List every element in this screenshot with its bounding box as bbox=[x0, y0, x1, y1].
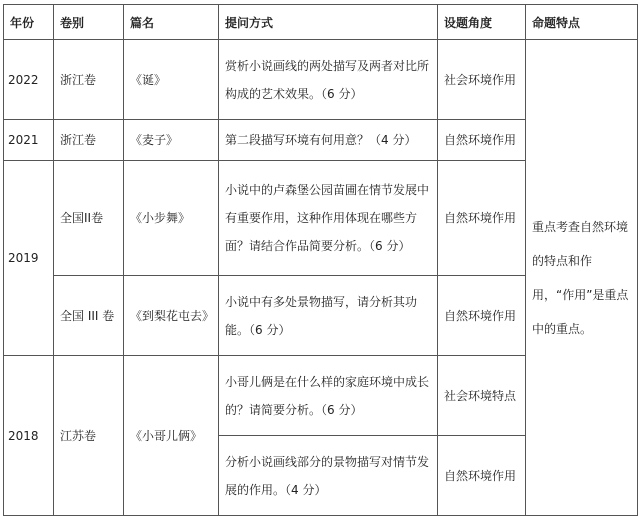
exam-table bbox=[3, 4, 638, 516]
question-cell: 赏析小说画线的两处描写及两者对比所构成的艺术效果。（6 分） bbox=[219, 40, 438, 120]
header-angle: 设题角度 bbox=[438, 5, 526, 40]
paper-cell: 浙江卷 bbox=[54, 120, 124, 161]
angle-cell: 社会环境作用 bbox=[438, 40, 526, 120]
title-cell: 《麦子》 bbox=[124, 120, 219, 161]
header-paper: 卷别 bbox=[54, 5, 124, 40]
paper-cell: 全国II卷 bbox=[54, 161, 124, 276]
table-row bbox=[4, 40, 638, 120]
year-cell: 2019 bbox=[4, 161, 54, 356]
header-year: 年份 bbox=[4, 5, 54, 40]
question-cell: 小说中有多处景物描写，请分析其功能。（6 分） bbox=[219, 276, 438, 356]
question-cell: 第二段描写环境有何用意？（4 分） bbox=[219, 120, 438, 161]
header-question: 提问方式 bbox=[219, 5, 438, 40]
paper-cell: 江苏卷 bbox=[54, 356, 124, 516]
paper-cell: 浙江卷 bbox=[54, 40, 124, 120]
header-title: 篇名 bbox=[124, 5, 219, 40]
title-cell: 《诞》 bbox=[124, 40, 219, 120]
title-cell: 《到梨花屯去》 bbox=[124, 276, 219, 356]
question-cell: 小哥儿俩是在什么样的家庭环境中成长的？请简要分析。（6 分） bbox=[219, 356, 438, 436]
year-cell: 2018 bbox=[4, 356, 54, 516]
paper-cell: 全国 III 卷 bbox=[54, 276, 124, 356]
angle-cell: 自然环境作用 bbox=[438, 120, 526, 161]
header-characteristic: 命题特点 bbox=[526, 5, 638, 40]
title-cell: 《小哥儿俩》 bbox=[124, 356, 219, 516]
question-cell: 小说中的卢森堡公园苗圃在情节发展中有重要作用，这种作用体现在哪些方面？请结合作品简要分析。（6 分） bbox=[219, 161, 438, 276]
characteristic-cell: 重点考查自然环境的特点和作用，“作用”是重点中的重点。 bbox=[526, 40, 638, 516]
header-row bbox=[4, 5, 638, 40]
year-cell: 2022 bbox=[4, 40, 54, 120]
year-cell: 2021 bbox=[4, 120, 54, 161]
angle-cell: 自然环境作用 bbox=[438, 161, 526, 276]
title-cell: 《小步舞》 bbox=[124, 161, 219, 276]
question-cell: 分析小说画线部分的景物描写对情节发展的作用。（4 分） bbox=[219, 436, 438, 516]
angle-cell: 自然环境作用 bbox=[438, 436, 526, 516]
angle-cell: 社会环境特点 bbox=[438, 356, 526, 436]
angle-cell: 自然环境作用 bbox=[438, 276, 526, 356]
